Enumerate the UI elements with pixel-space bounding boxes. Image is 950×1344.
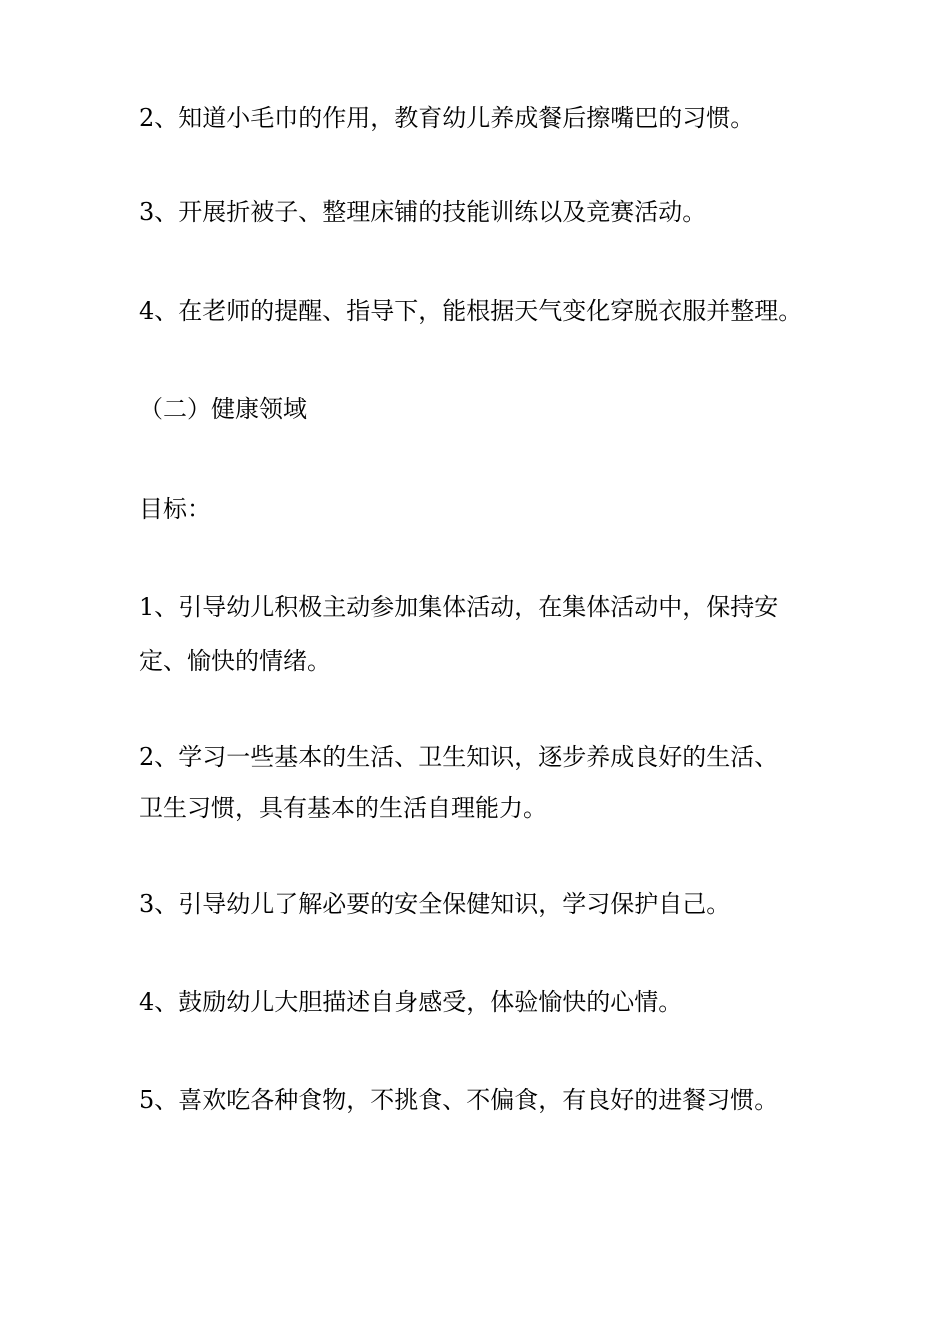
paragraph-hygiene-3: 3、开展折被子、整理床铺的技能训练以及竞赛活动。 [139, 198, 707, 226]
paragraph-health-1-line-1: 1、引导幼儿积极主动参加集体活动，在集体活动中，保持安 [139, 593, 779, 621]
paragraph-hygiene-2: 2、知道小毛巾的作用，教育幼儿养成餐后擦嘴巴的习惯。 [139, 104, 755, 132]
paragraph-health-2-line-2: 卫生习惯，具有基本的生活自理能力。 [139, 794, 547, 822]
paragraph-health-5: 5、喜欢吃各种食物，不挑食、不偏食，有良好的进餐习惯。 [139, 1086, 779, 1114]
goals-label: 目标： [139, 495, 211, 523]
paragraph-health-1-line-2: 定、愉快的情绪。 [139, 647, 331, 675]
paragraph-health-2-line-1: 2、学习一些基本的生活、卫生知识，逐步养成良好的生活、 [139, 743, 779, 771]
paragraph-health-4: 4、鼓励幼儿大胆描述自身感受，体验愉快的心情。 [139, 988, 683, 1016]
section-heading-health: （二）健康领域 [139, 395, 307, 423]
paragraph-health-3: 3、引导幼儿了解必要的安全保健知识，学习保护自己。 [139, 890, 731, 918]
paragraph-hygiene-4: 4、在老师的提醒、指导下，能根据天气变化穿脱衣服并整理。 [139, 297, 803, 325]
